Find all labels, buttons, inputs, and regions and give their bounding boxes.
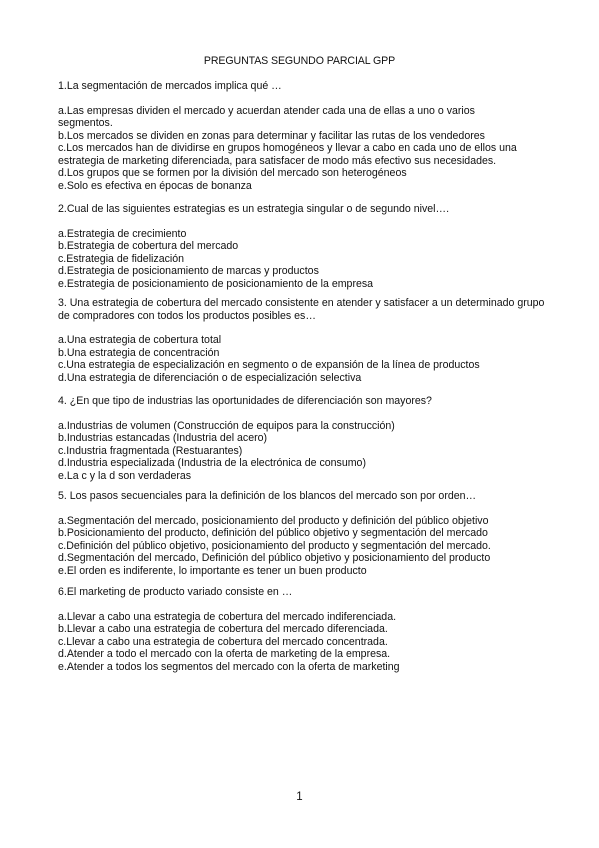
option-item: b.Industrias estancadas (Industria del acero) — [58, 432, 268, 444]
question-text: 2.Cual de las siguientes estrategias es un estrategia singular o de segundo nivel…. — [58, 203, 450, 215]
option-item: e.Atender a todos los segmentos del mercado con la oferta de marketing — [58, 660, 400, 673]
question-block-5 — [58, 490, 548, 577]
option-item: a.Segmentación del mercado, posicionamiento del producto y definición del público objetivo — [58, 514, 489, 527]
option-item: b.Los mercados se dividen en zonas para determinar y facilitar las rutas de los vendedores — [58, 129, 485, 142]
question-block-4 — [58, 395, 548, 482]
options-list — [58, 334, 548, 384]
options-list — [58, 228, 548, 291]
option-item: e.Solo es efectiva en épocas de bonanza — [58, 179, 252, 192]
option-item: e.Estrategia de posicionamiento de posicionamiento de la empresa — [58, 277, 374, 290]
option-item: a.Una estrategia de cobertura total — [58, 334, 222, 346]
option-item: a.Industrias de volumen (Construcción de equipos para la construcción) — [58, 419, 395, 432]
question-text: 4. ¿En que tipo de industrias las oportunidades de diferenciación son mayores? — [58, 395, 432, 407]
option-item: a.Las empresas dividen el mercado y acuerdan atender cada una de ellas a uno o varios segmentos. — [58, 104, 475, 129]
option-item: a.Estrategia de crecimiento — [58, 227, 187, 240]
options-list — [58, 420, 548, 483]
question-text: 1.La segmentación de mercados implica qué … — [58, 80, 282, 92]
option-item: b.Posicionamiento del producto, definición del público objetivo y segmentación del mercado — [58, 527, 488, 539]
option-item: c.Los mercados han de dividirse en grupos homogéneos y llevar a cabo en cada uno de ellos una estrategia de marketing diferenciada, para satisfacer de modo más efectivo sus necesidades. — [58, 142, 517, 167]
question-block-2 — [58, 203, 548, 290]
option-item: c.Definición del público objetivo, posicionamiento del producto y segmentación del mercado. — [58, 539, 491, 552]
option-item: d.Industria especializada (Industria de la electrónica de consumo) — [58, 457, 366, 469]
option-item: b.Estrategia de cobertura del mercado — [58, 240, 239, 252]
option-item: d.Estrategia de posicionamiento de marcas y productos — [58, 265, 319, 277]
question-block-3 — [58, 297, 548, 384]
page-number: 1 — [296, 791, 303, 803]
options-list — [58, 105, 548, 193]
option-item: d.Una estrategia de diferenciación o de especialización selectiva — [58, 371, 362, 384]
option-item: c.Industria fragmentada (Restuarantes) — [58, 444, 243, 457]
option-item: b.Una estrategia de concentración — [58, 346, 220, 359]
option-item: e.La c y la d son verdaderas — [58, 469, 192, 482]
question-block-1 — [58, 80, 548, 192]
question-block-6 — [58, 586, 548, 673]
option-item: d.Los grupos que se formen por la división del mercado son heterogéneos — [58, 167, 407, 179]
option-item: c.Llevar a cabo una estrategia de cobertura del mercado concentrada. — [58, 635, 388, 648]
question-text: 3. Una estrategia de cobertura del mercado consistente en atender y satisfacer a un determinado grupo de compradores con todos los productos posibles es… — [58, 297, 545, 322]
option-item: d.Segmentación del mercado, Definición del público objetivo y posicionamiento del producto — [58, 552, 491, 564]
option-item: c.Una estrategia de especialización en segmento o de expansión de la línea de productos — [58, 359, 480, 371]
option-item: e.El orden es indiferente, lo importante es tener un buen producto — [58, 564, 367, 577]
option-item: c.Estrategia de fidelización — [58, 252, 185, 265]
options-list — [58, 611, 548, 674]
option-item: a.Llevar a cabo una estrategia de cobertura del mercado indiferenciada. — [58, 610, 397, 623]
options-list — [58, 515, 548, 578]
document-title: PREGUNTAS SEGUNDO PARCIAL GPP — [203, 55, 396, 67]
question-text: 6.El marketing de producto variado consiste en … — [58, 586, 293, 598]
question-text: 5. Los pasos secuenciales para la definición de los blancos del mercado son por orden… — [58, 490, 477, 502]
option-item: d.Atender a todo el mercado con la oferta de marketing de la empresa. — [58, 648, 391, 660]
option-item: b.Llevar a cabo una estrategia de cobertura del mercado diferenciada. — [58, 623, 388, 635]
